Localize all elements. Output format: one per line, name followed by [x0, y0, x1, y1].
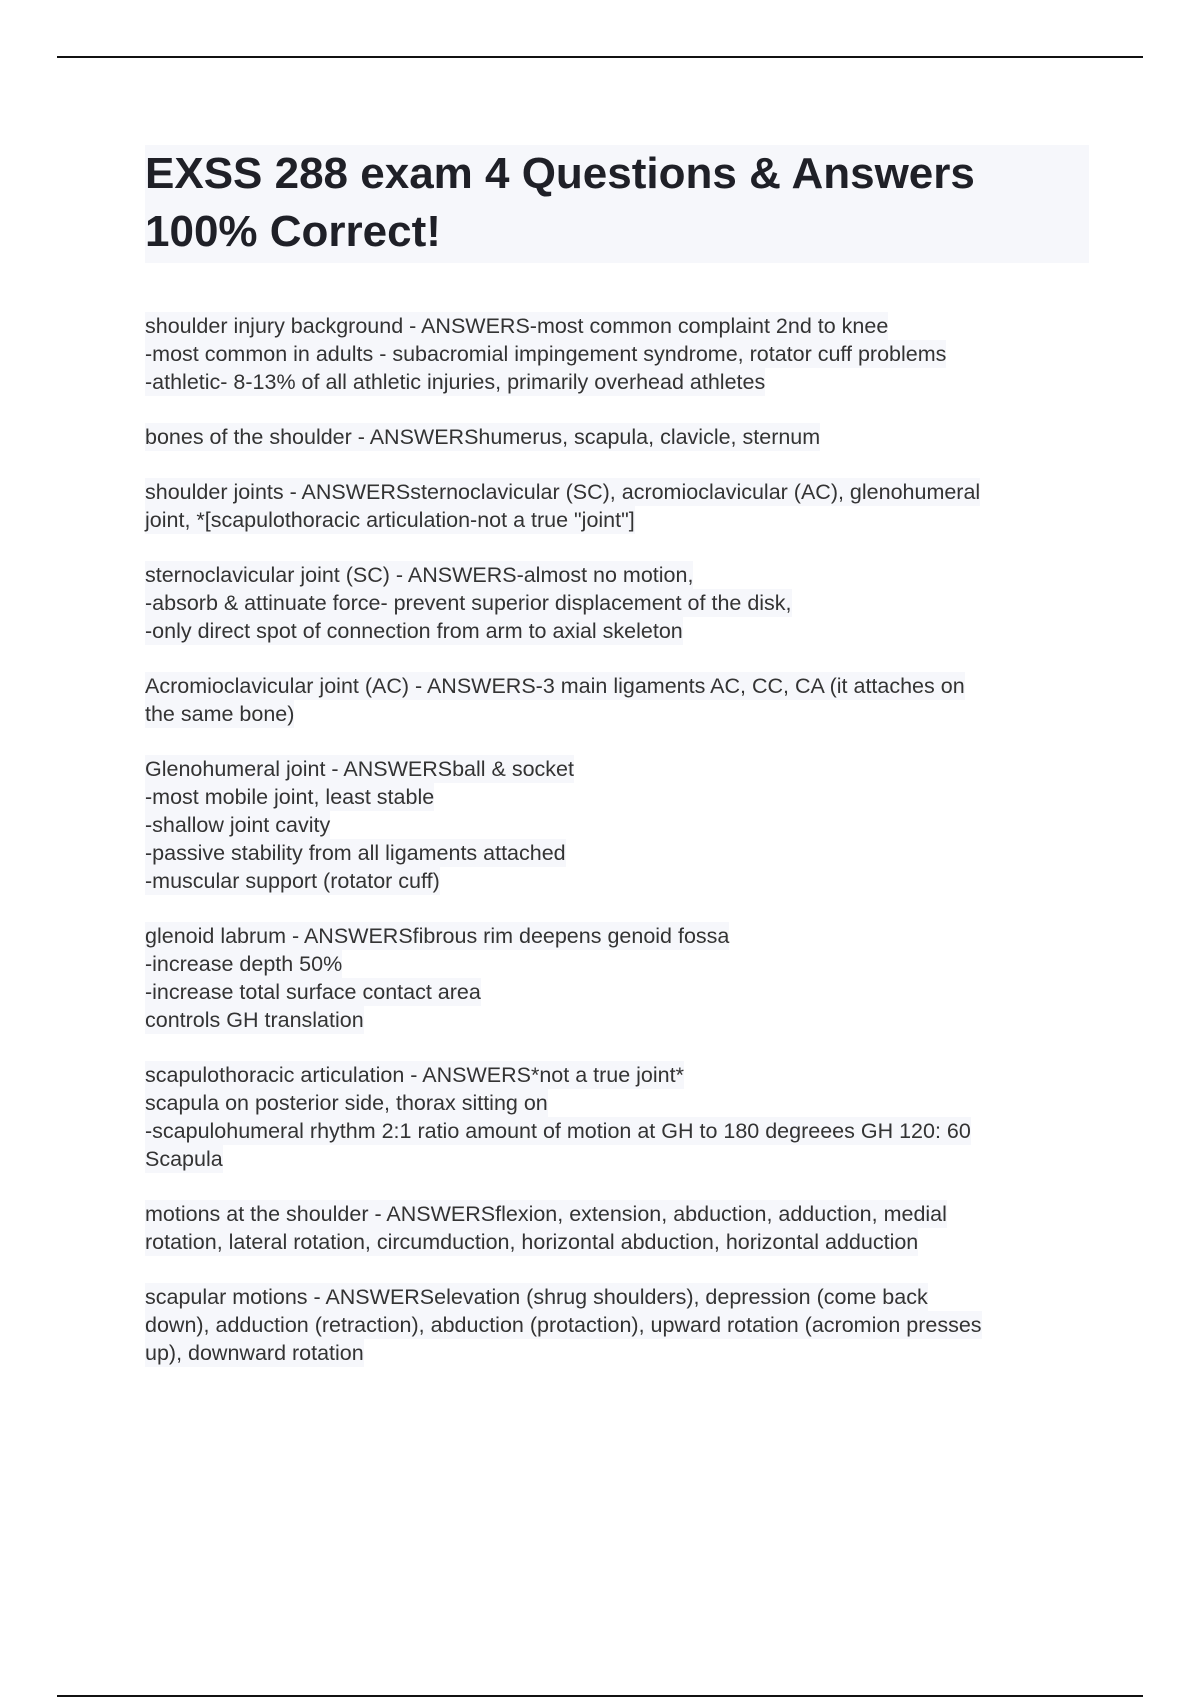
qa-line: the same bone) — [145, 702, 295, 726]
qa-line: -athletic- 8-13% of all athletic injuries, primarily overhead athletes — [145, 370, 766, 394]
qa-item — [145, 478, 1095, 534]
document-title-line-1: EXSS 288 exam 4 Questions & Answers — [145, 149, 975, 198]
qa-item — [145, 922, 1095, 1034]
qa-line: scapular motions - ANSWERSelevation (shrug shoulders), depression (come back — [145, 1285, 928, 1309]
qa-line: up), downward rotation — [145, 1341, 364, 1365]
qa-line: sternoclavicular joint (SC) - ANSWERS-almost no motion, — [145, 563, 694, 587]
qa-line: -most common in adults - subacromial impingement syndrome, rotator cuff problems — [145, 342, 947, 366]
qa-line: -passive stability from all ligaments attached — [145, 841, 566, 865]
qa-line: -absorb & attinuate force- prevent superior displacement of the disk, — [145, 591, 792, 615]
qa-line: shoulder injury background - ANSWERS-most common complaint 2nd to knee — [145, 314, 889, 338]
qa-item — [145, 672, 1095, 728]
qa-line: bones of the shoulder - ANSWERShumerus, scapula, clavicle, sternum — [145, 425, 821, 449]
qa-line: controls GH translation — [145, 1008, 364, 1032]
qa-line: -shallow joint cavity — [145, 813, 331, 837]
qa-item — [145, 561, 1095, 645]
title-block — [145, 145, 1089, 263]
qa-line: Acromioclavicular joint (AC) - ANSWERS-3 main ligaments AC, CC, CA (it attaches on — [145, 674, 965, 698]
document-title-line-2: 100% Correct! — [145, 207, 441, 256]
qa-line: glenoid labrum - ANSWERSfibrous rim deepens genoid fossa — [145, 924, 730, 948]
qa-line: motions at the shoulder - ANSWERSflexion, extension, abduction, adduction, medial — [145, 1202, 947, 1226]
qa-line: Glenohumeral joint - ANSWERSball & socket — [145, 757, 574, 781]
qa-line: -muscular support (rotator cuff) — [145, 869, 440, 893]
qa-line: Scapula — [145, 1147, 223, 1171]
qa-line: -scapulohumeral rhythm 2:1 ratio amount of motion at GH to 180 degreees GH 120: 60 — [145, 1119, 971, 1143]
qa-item — [145, 1061, 1095, 1173]
qa-list — [145, 312, 1095, 1394]
qa-item — [145, 1283, 1095, 1367]
qa-line: shoulder joints - ANSWERSsternoclavicular (SC), acromioclavicular (AC), glenohumeral — [145, 480, 981, 504]
document-title — [145, 145, 1089, 261]
bottom-divider — [57, 1695, 1143, 1697]
qa-line: down), adduction (retraction), abduction (protaction), upward rotation (acromion presses — [145, 1313, 982, 1337]
qa-line: scapula on posterior side, thorax sitting on — [145, 1091, 548, 1115]
qa-line: rotation, lateral rotation, circumduction, horizontal abduction, horizontal adduction — [145, 1230, 919, 1254]
qa-item — [145, 423, 1095, 451]
top-divider — [57, 56, 1143, 58]
qa-line: -increase depth 50% — [145, 952, 343, 976]
qa-line: -most mobile joint, least stable — [145, 785, 435, 809]
qa-item — [145, 1200, 1095, 1256]
qa-line: -increase total surface contact area — [145, 980, 481, 1004]
qa-item — [145, 755, 1095, 895]
qa-line: scapulothoracic articulation - ANSWERS*not a true joint* — [145, 1063, 684, 1087]
qa-line: joint, *[scapulothoracic articulation-not a true "joint"] — [145, 508, 635, 532]
qa-item — [145, 312, 1095, 396]
qa-line: -only direct spot of connection from arm to axial skeleton — [145, 619, 683, 643]
